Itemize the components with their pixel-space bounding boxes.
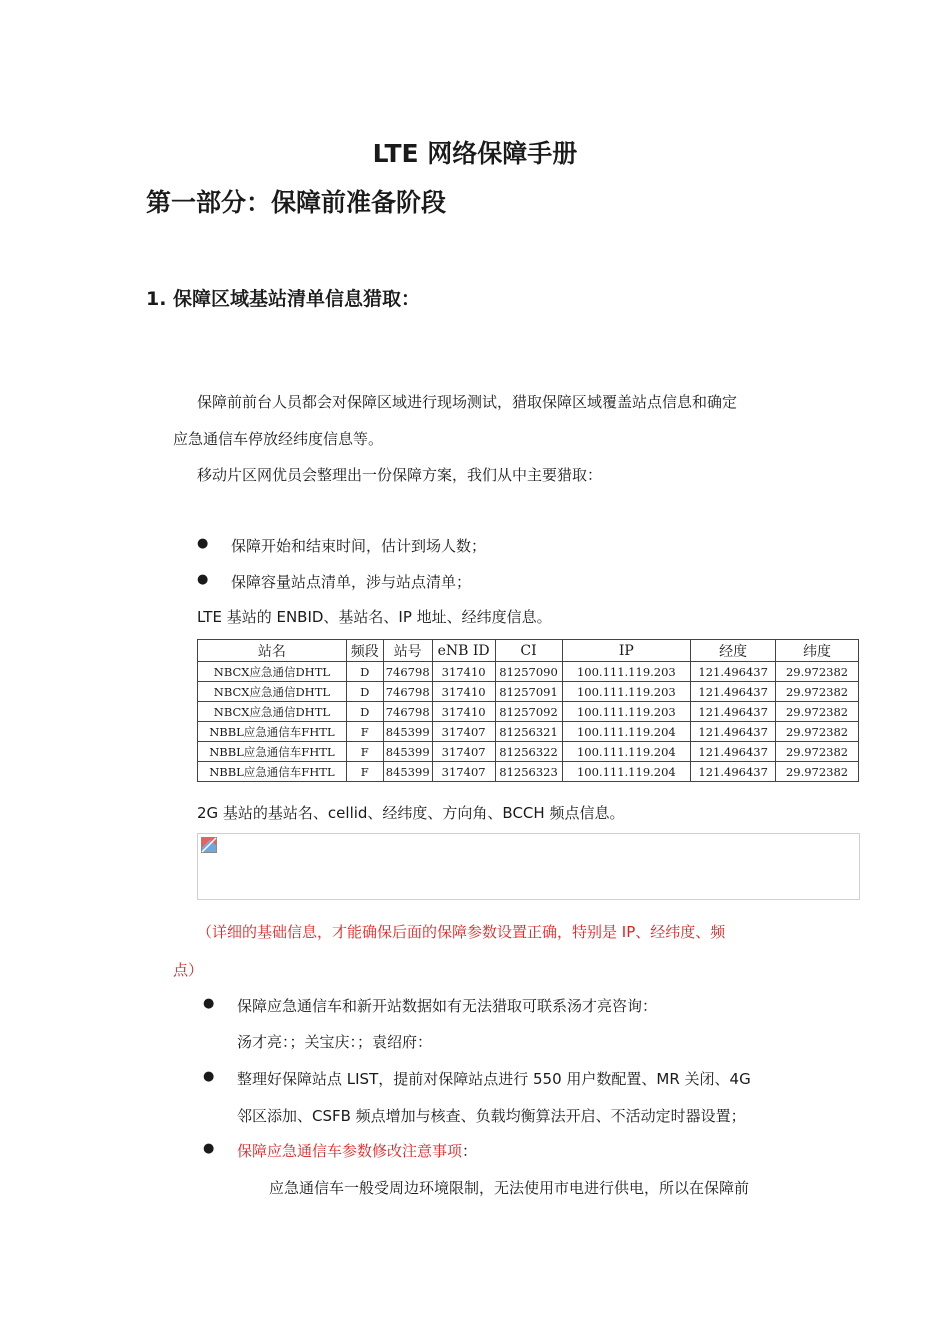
table-cell: 29.972382 bbox=[776, 662, 859, 682]
table-row bbox=[198, 722, 859, 742]
contacts-line: 汤才亮：；关宝庆：；袁绍府： bbox=[237, 1033, 433, 1051]
bullet-item-4-line-1: 整理好保障站点 LIST，提前对保障站点进行 550 用户数配置、MR 关闭、4G bbox=[237, 1070, 751, 1088]
paragraph-1-line-1: 保障前前台人员都会对保障区域进行现场测试，猎取保障区域覆盖站点信息和确定 bbox=[197, 393, 738, 411]
note-line-1: （详细的基础信息，才能确保后面的保障参数设置正确，特别是 IP、经纬度、频 bbox=[197, 923, 726, 941]
table-cell: 121.496437 bbox=[691, 702, 776, 722]
table-cell: 81257092 bbox=[495, 702, 562, 722]
section-heading: 1. 保障区域基站清单信息猎取： bbox=[146, 288, 421, 310]
table-cell: F bbox=[346, 742, 383, 762]
table-cell: 317410 bbox=[432, 682, 495, 702]
header-cell: 经度 bbox=[691, 640, 776, 662]
table-cell: D bbox=[346, 662, 383, 682]
table-cell: 100.111.119.203 bbox=[562, 702, 691, 722]
table-cell: 29.972382 bbox=[776, 682, 859, 702]
bullet-icon: ● bbox=[197, 536, 209, 551]
table-cell: F bbox=[346, 722, 383, 742]
table-cell: 746798 bbox=[383, 662, 432, 682]
table-cell: 100.111.119.203 bbox=[562, 682, 691, 702]
table-cell: 81257090 bbox=[495, 662, 562, 682]
paragraph-1-line-2: 应急通信车停放经纬度信息等。 bbox=[173, 430, 384, 448]
image-placeholder bbox=[197, 833, 860, 900]
table-cell: 121.496437 bbox=[691, 722, 776, 742]
table-cell: D bbox=[346, 682, 383, 702]
table-cell: 29.972382 bbox=[776, 702, 859, 722]
header-cell: 纬度 bbox=[776, 640, 859, 662]
table-row bbox=[198, 702, 859, 722]
table-cell: 317407 bbox=[432, 742, 495, 762]
table-cell: 81256321 bbox=[495, 722, 562, 742]
table-cell: NBCX应急通信DHTL bbox=[198, 702, 347, 722]
bullet-item-5-text: 保障应急通信车参数修改注意事项 bbox=[237, 1142, 463, 1160]
table-cell: 317410 bbox=[432, 662, 495, 682]
bullet-item-3: 保障应急通信车和新开站数据如有无法猎取可联系汤才亮咨询： bbox=[237, 997, 658, 1015]
document-title: LTE 网络保障手册 bbox=[372, 139, 578, 168]
bullet-item-5 bbox=[237, 1140, 477, 1161]
table-cell: 746798 bbox=[383, 682, 432, 702]
header-cell: 站号 bbox=[383, 640, 432, 662]
table-cell: 81257091 bbox=[495, 682, 562, 702]
bullet-item-1: 保障开始和结束时间，估计到场人数； bbox=[231, 537, 487, 555]
table-cell: 317410 bbox=[432, 702, 495, 722]
table-cell: 121.496437 bbox=[691, 682, 776, 702]
table-cell: 29.972382 bbox=[776, 742, 859, 762]
table-cell: 845399 bbox=[383, 722, 432, 742]
table-row bbox=[198, 662, 859, 682]
table-cell: NBCX应急通信DHTL bbox=[198, 682, 347, 702]
table-cell: NBBL应急通信车FHTL bbox=[198, 762, 347, 782]
table-cell: 100.111.119.204 bbox=[562, 742, 691, 762]
table-cell: D bbox=[346, 702, 383, 722]
header-cell: eNB ID bbox=[432, 640, 495, 662]
lte-table-caption: LTE 基站的 ENBID、基站名、IP 地址、经纬度信息。 bbox=[197, 608, 552, 626]
table-cell: 317407 bbox=[432, 722, 495, 742]
table-row bbox=[198, 682, 859, 702]
header-cell: CI bbox=[495, 640, 562, 662]
broken-image-icon bbox=[201, 837, 217, 853]
bullet-icon: ● bbox=[203, 1069, 215, 1084]
bullet-icon: ● bbox=[203, 1141, 215, 1156]
paragraph-2: 移动片区网优员会整理出一份保障方案，我们从中主要猎取： bbox=[197, 466, 603, 484]
table-cell: 100.111.119.203 bbox=[562, 662, 691, 682]
header-cell: IP bbox=[562, 640, 691, 662]
header-cell: 站名 bbox=[198, 640, 347, 662]
table-cell: NBCX应急通信DHTL bbox=[198, 662, 347, 682]
table-cell: 29.972382 bbox=[776, 722, 859, 742]
bullet-icon: ● bbox=[197, 572, 209, 587]
gsm-caption: 2G 基站的基站名、cellid、经纬度、方向角、BCCH 频点信息。 bbox=[197, 804, 625, 822]
header-cell: 频段 bbox=[346, 640, 383, 662]
table-cell: NBBL应急通信车FHTL bbox=[198, 742, 347, 762]
table-cell: 317407 bbox=[432, 762, 495, 782]
table-cell: 121.496437 bbox=[691, 742, 776, 762]
table-cell: NBBL应急通信车FHTL bbox=[198, 722, 347, 742]
lte-site-table bbox=[197, 639, 859, 782]
table-cell: 100.111.119.204 bbox=[562, 722, 691, 742]
table-cell: 121.496437 bbox=[691, 762, 776, 782]
table-cell: F bbox=[346, 762, 383, 782]
table-cell: 81256323 bbox=[495, 762, 562, 782]
table-cell: 121.496437 bbox=[691, 662, 776, 682]
table-cell: 845399 bbox=[383, 762, 432, 782]
table-cell: 100.111.119.204 bbox=[562, 762, 691, 782]
bullet-icon: ● bbox=[203, 996, 215, 1011]
table-row bbox=[198, 742, 859, 762]
bullet-item-2: 保障容量站点清单，涉与站点清单； bbox=[231, 573, 472, 591]
table-cell: 29.972382 bbox=[776, 762, 859, 782]
bullet-item-4-line-2: 邻区添加、CSFB 频点增加与核查、负载均衡算法开启、不活动定时器设置； bbox=[237, 1107, 746, 1125]
table-row bbox=[198, 762, 859, 782]
table-cell: 81256322 bbox=[495, 742, 562, 762]
part-heading: 第一部分：保障前准备阶段 bbox=[146, 188, 447, 217]
table-cell: 746798 bbox=[383, 702, 432, 722]
final-paragraph: 应急通信车一般受周边环境限制，无法使用市电进行供电，所以在保障前 bbox=[269, 1179, 750, 1197]
note-line-2: 点） bbox=[173, 961, 204, 979]
table-header-row bbox=[198, 640, 859, 662]
table-cell: 845399 bbox=[383, 742, 432, 762]
bullet-item-5-colon: ： bbox=[462, 1142, 478, 1160]
